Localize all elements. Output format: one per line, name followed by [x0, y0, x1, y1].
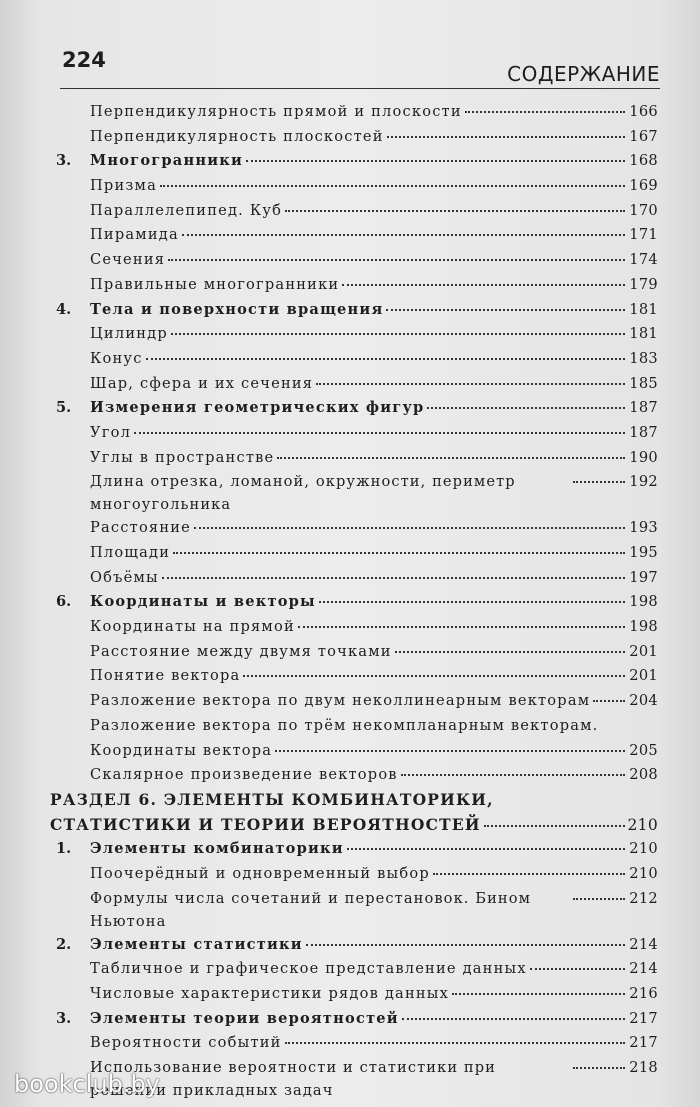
toc-entry: [48, 273, 658, 298]
dot-leader: [134, 431, 625, 434]
toc-entry-title: Цилиндр: [90, 325, 168, 343]
toc-page-number: 187: [629, 423, 658, 441]
dot-leader: [395, 650, 625, 653]
toc-entry-title: Углы в пространстве: [90, 448, 275, 466]
toc-page-number: 217: [629, 1009, 658, 1027]
toc-entry-number: 3.: [56, 152, 72, 170]
toc-entry-title: Пирамида: [90, 226, 179, 244]
dot-leader: [162, 576, 625, 579]
dot-leader: [573, 1066, 625, 1069]
toc-page-number: 166: [629, 103, 658, 120]
dot-leader: [168, 258, 625, 261]
toc-page-number: 174: [629, 251, 658, 269]
dot-leader: [386, 308, 625, 311]
toc-entry-number: 4.: [56, 300, 72, 318]
dot-leader: [465, 110, 625, 113]
toc-entry: [48, 664, 658, 689]
toc-page-number: 214: [629, 960, 658, 978]
dot-leader: [402, 1017, 625, 1020]
toc-entry: [48, 982, 658, 1007]
toc-entry-title: Элементы теории вероятностей: [90, 1009, 399, 1027]
toc-entry-title: Расстояние: [90, 519, 192, 537]
dot-leader: [347, 847, 625, 850]
toc-page-number: 212: [629, 889, 658, 907]
dot-leader: [298, 625, 625, 628]
toc-entry-title: Конус: [90, 349, 143, 367]
dot-leader: [387, 135, 625, 138]
toc-entry-title: Сечения: [90, 251, 166, 269]
toc-chapter: [48, 1007, 658, 1032]
toc-part-heading: [48, 813, 658, 838]
page-number: 224: [62, 48, 106, 72]
dot-leader: [146, 357, 625, 360]
dot-leader: [593, 699, 625, 702]
toc-chapter: [48, 298, 658, 323]
toc-page-number: 181: [629, 325, 658, 343]
toc-chapter: [48, 837, 658, 862]
toc-entry-title: Шар, сфера и их сечения: [90, 374, 314, 392]
toc-entry-title: Измерения геометрических фигур: [90, 399, 425, 417]
toc-entry-number: 2.: [56, 935, 72, 953]
toc-entry-title: Координаты на прямой: [90, 618, 295, 636]
dot-leader: [316, 382, 625, 385]
toc-entry: [48, 763, 658, 788]
dot-leader: [452, 992, 625, 995]
toc-entry: [48, 470, 658, 516]
toc-entry: [48, 125, 658, 150]
toc-page-number: 197: [629, 568, 658, 586]
toc-entry-title: Поочерёдный и одновременный выбор: [90, 864, 430, 882]
toc-entry-title: Перпендикулярность прямой и плоскости: [90, 103, 462, 120]
toc-page-number: 168: [629, 152, 658, 170]
toc-entry-title: Перпендикулярность плоскостей: [90, 127, 384, 145]
toc-page-number: 193: [629, 519, 658, 537]
toc-entry: [48, 689, 658, 714]
dot-leader: [342, 283, 625, 286]
toc-page-number: 204: [629, 692, 658, 710]
dot-leader: [275, 749, 625, 752]
dot-leader: [530, 967, 625, 970]
toc-entry: [48, 372, 658, 397]
dot-leader: [433, 872, 625, 875]
toc-entry-title: Разложение вектора по двум неколлинеарным векторам: [90, 692, 591, 710]
toc-entry-number: 1.: [56, 840, 72, 858]
toc-entry: [48, 199, 658, 224]
toc-entry: [48, 566, 658, 591]
toc-chapter: [48, 933, 658, 958]
dot-leader: [573, 480, 625, 483]
toc-entry-title: Правильные многогранники: [90, 275, 340, 293]
toc-page-number: 216: [629, 985, 658, 1002]
toc-entry-title: Координаты и векторы: [90, 593, 316, 611]
toc-entry: [48, 516, 658, 541]
toc-entry-title: Многогранники: [90, 152, 244, 170]
toc-page-number: 179: [629, 275, 658, 293]
toc-entry: [48, 1031, 658, 1056]
dot-leader: [401, 773, 625, 776]
toc-chapter: [48, 590, 658, 615]
dot-leader: [427, 406, 625, 409]
toc-entry: [48, 100, 658, 125]
toc-entry-title: Тела и поверхности вращения: [90, 300, 384, 318]
toc-entry-title: Призма: [90, 177, 158, 195]
toc-entry: [48, 615, 658, 640]
toc-entry-title: Вероятности событий: [90, 1034, 282, 1052]
dot-leader: [306, 943, 625, 946]
toc-entry-title: Табличное и графическое представление данных: [90, 960, 527, 978]
toc-entry: [48, 541, 658, 566]
toc-entry: [48, 887, 658, 933]
toc-entry-title: Объёмы: [90, 568, 159, 586]
toc-entry: [48, 862, 658, 887]
toc-entry-title: Элементы комбинаторики: [90, 840, 344, 858]
toc-entry-title: Разложение вектора по трём некомпланарным векторам.: [90, 716, 599, 734]
running-title: СОДЕРЖАНИЕ: [507, 62, 660, 86]
toc-page-number: 201: [629, 667, 658, 685]
dot-leader: [194, 526, 625, 529]
toc-page-number: 190: [629, 448, 658, 466]
toc-entry: [48, 223, 658, 248]
toc-page-number: 214: [629, 935, 658, 953]
toc-entry-title: Числовые характеристики рядов данных: [90, 985, 450, 1002]
toc-entry: [48, 248, 658, 273]
toc-page-number: 183: [629, 349, 658, 367]
watermark: bookclub.by: [14, 1070, 160, 1098]
dot-leader: [173, 551, 625, 554]
toc-page-number: 192: [629, 473, 658, 491]
toc-entry-title: Координаты вектора: [90, 741, 273, 759]
toc-entry-number: 3.: [56, 1009, 72, 1027]
toc-entry-title: Угол: [90, 423, 132, 441]
toc-page-number: 169: [629, 177, 658, 195]
dot-leader: [160, 184, 625, 187]
toc-page-number: 198: [629, 593, 658, 611]
toc-page-number: 208: [629, 766, 658, 784]
toc-page-number: 210: [627, 815, 658, 834]
toc-page-number: 171: [629, 226, 658, 244]
toc-entry-title: РАЗДЕЛ 6. ЭЛЕМЕНТЫ КОМБИНАТОРИКИ,: [50, 789, 494, 809]
toc-page-number: 170: [629, 201, 658, 219]
toc-page-number: 181: [629, 300, 658, 318]
toc-entry-title: Длина отрезка, ломаной, окружности, периметр многоугольника: [90, 473, 516, 514]
toc-entry-title: Скалярное произведение векторов: [90, 766, 398, 784]
toc-entry-number: 6.: [56, 593, 72, 611]
toc-page-number: 205: [629, 741, 658, 759]
dot-leader: [484, 824, 625, 827]
dot-leader: [277, 456, 625, 459]
toc-page-number: 167: [629, 127, 658, 145]
toc-page-number: 187: [629, 399, 658, 417]
toc-entry: [48, 174, 658, 199]
page-header: [60, 44, 660, 89]
toc-entry-title: Параллелепипед. Куб: [90, 201, 283, 219]
toc-entry-title: Понятие вектора: [90, 667, 241, 685]
toc-page-number: 218: [629, 1059, 658, 1077]
dot-leader: [573, 897, 625, 900]
toc-entry: [48, 446, 658, 471]
toc-entry: [48, 714, 658, 739]
toc-entry-title: Расстояние между двумя точками: [90, 642, 392, 660]
toc-entry-title: Элементы статистики: [90, 935, 303, 953]
toc-page-number: 210: [629, 864, 658, 882]
dot-leader: [182, 233, 625, 236]
toc-entry-number: 5.: [56, 399, 72, 417]
toc-entry: [48, 739, 658, 764]
toc-entry: [48, 957, 658, 982]
table-of-contents: [48, 100, 658, 1102]
dot-leader: [243, 674, 625, 677]
toc-entry-title: Площади: [90, 544, 171, 561]
toc-entry: [48, 347, 658, 372]
toc-page-number: 198: [629, 618, 658, 636]
toc-entry-title: Формулы числа сочетаний и перестановок. Бином Ньютона: [90, 889, 532, 930]
dot-leader: [171, 332, 625, 335]
toc-page-number: 195: [629, 544, 658, 561]
toc-page-number: 201: [629, 642, 658, 660]
toc-entry-title: Использование вероятности и статистики при решении прикладных задач: [90, 1059, 496, 1100]
toc-chapter: [48, 149, 658, 174]
toc-entry: [48, 322, 658, 347]
toc-page-number: 217: [629, 1034, 658, 1052]
dot-leader: [246, 159, 625, 162]
toc-page-number: 210: [629, 840, 658, 858]
toc-chapter: [48, 396, 658, 421]
toc-page-number: 185: [629, 374, 658, 392]
dot-leader: [319, 600, 625, 603]
dot-leader: [285, 209, 625, 212]
toc-entry: [48, 421, 658, 446]
dot-leader: [285, 1041, 625, 1044]
toc-entry: [48, 640, 658, 665]
toc-part-heading: [48, 788, 658, 813]
toc-entry-title: СТАТИСТИКИ И ТЕОРИИ ВЕРОЯТНОСТЕЙ: [50, 814, 481, 834]
